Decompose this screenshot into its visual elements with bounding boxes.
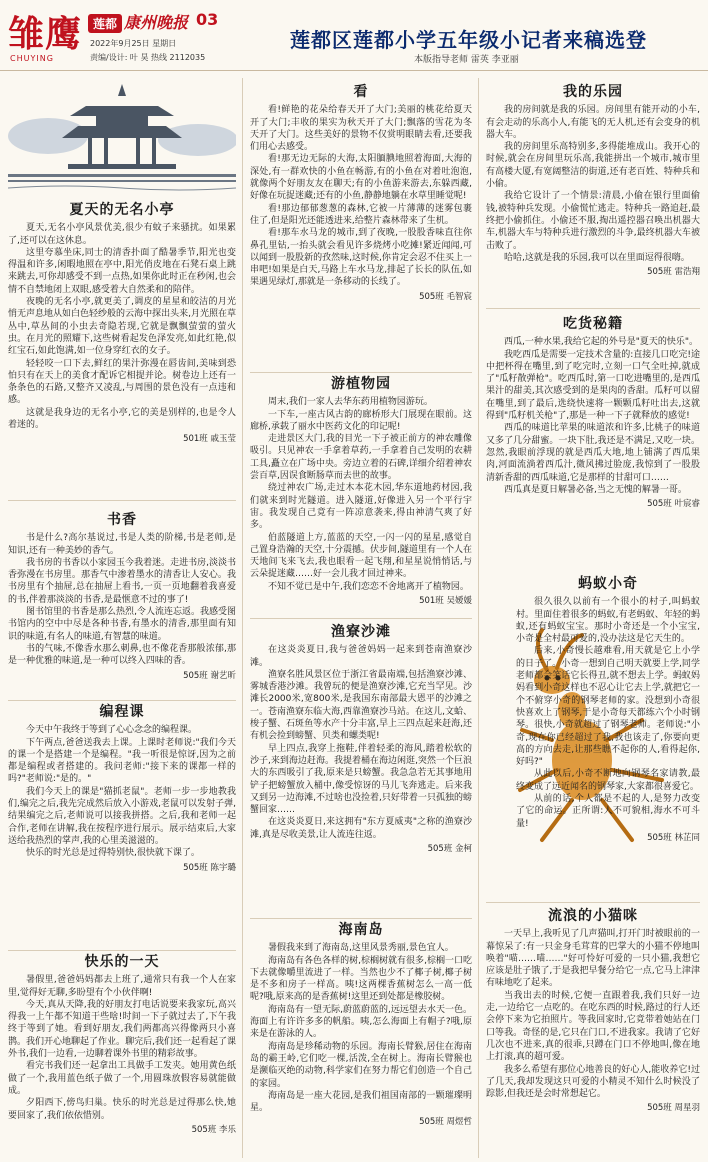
byline: 505班 叶宸睿 <box>647 499 700 510</box>
paragraph: 这就是我身边的无名小亭,它的美是别样的,也是令人着迷的。 <box>8 407 236 431</box>
article-biancheng <box>8 706 236 874</box>
paragraph: 夏天,无名小亭风景优美,很少有蚊子来骚扰。如果累了,还可以在这休息。 <box>8 223 236 246</box>
article-title: 我的乐园 <box>563 84 623 100</box>
paragraph: 从前的话,个人都是不起的人,是努力改变了它的命运。正所谓:人不可貌相,海水不可斗量! <box>516 794 700 829</box>
paragraph: 轻轻咬一口下去,鲜红的果汁弥漫在唇齿间,美味到恐怕只有在天上的美食才配诉它相提并论。树卷边上还有一条条色的石路,又整齐又凌乱,与周围的景色没有一点违和感。 <box>8 358 236 406</box>
paragraph: 从此以后,小奇不断地向钢琴名家请教,最终变成了远近闻名的钢琴家,大家都很喜爱它。 <box>516 769 700 792</box>
byline: 505班 李乐 <box>191 1124 236 1135</box>
paragraph: 渔寮名胜风景区位于浙江省最南端,包括渔寮沙滩、雾城香港沙滩。我曾玩的便是渔寮沙滩,它充当罕见。沙滩长2000米,宽800米,是我国东南部最大恩平的沙滩之一。苍南渔寮东临大海,西靠渔寮沙马站。在这儿,文蛤、梭子蟹、石斑鱼等水产十分丰富,早上三四点起来赶海,还有机会捡到螃蟹、贝类和螺类呢! <box>250 669 472 742</box>
paragraph: 书是什么?高尔基说过,书是人类的阶梯,书是老师,是知识,还有一种美妙的香气。 <box>8 533 236 556</box>
paragraph: 我的房间里乐高特别多,多得能堆成山。我开心的时候,就会在房间里玩乐高,我能拼出一个城市,城市里有高楼大厦,有宽阔整洁的街道,还有老百姓、特种兵和小偷。 <box>486 142 700 190</box>
paragraph: 看完书我们还一起拿出工具做手工发夹。她用黄色纸做了一个,我用蓝色纸子做了一个,用圆珠放假容易就能做成。 <box>8 1061 236 1096</box>
masthead-divider <box>0 70 708 71</box>
byline: 505班 金柯 <box>427 844 472 855</box>
paragraph: 我的房间就是我的乐园。房间里有能开动的小车,有会走动的乐高小人,有能飞的无人机,还有会变身的机器大车。 <box>486 105 700 140</box>
article-title: 流浪的小猫咪 <box>548 908 638 924</box>
paragraph: 在这炎炎夏日,来这拥有"东方夏威夷"之称的渔寮沙滩,真是尽收美景,让人流连往返。 <box>250 817 472 840</box>
paragraph: 周末,我们一家人去华东药用植物园游玩。 <box>268 397 433 408</box>
article-hainan <box>250 924 472 1129</box>
byline: 505班 周星羽 <box>647 1103 700 1114</box>
article-kuaile <box>8 956 236 1136</box>
paragraph: 下午两点,爸爸送我去上课。上课时老师说:"我们今天的课一个是搭建一个是编程。"我一听很是惊讶,因为之前都是编程或者搭建的。我问老师:"接下来的课都一样的吗?"老师说:"是的。" <box>8 737 236 785</box>
paragraph: 图书馆里的书香是那么热烈,令人流连忘返。我感受图书馆内的空中中尽是各种书香,有墨水的清香,那里面有知识的味道,有名人的味道,有智慧的味道。 <box>8 607 236 642</box>
paragraph: 我给它设计了一个情景:清晨,小偷在银行里面偷钱,被特种兵发现。小偷慌忙逃走。特种兵一路追赶,最终把小偷抓住。小偷还不服,掏出遥控器召唤出机器大车,机器大车与特种兵进行激烈的斗争,最终机器大车被击败了。 <box>486 191 700 251</box>
masthead <box>0 0 708 72</box>
paragraph: 我吃西瓜是需要一定技术含量的:直接几口吃完!途中把杯得在嘴里,到了吃完时,立刻一口气全吐掉,就成了"瓜籽散弹枪"。吃西瓜时,第一口吃进嘴里的,是西瓜果汁的甜美,其次感受到的是果肉的香甜。瓜籽可以留在嘴里,到了最后,选绕快速将一颗颗瓜籽吐出去,这就得到"瓜籽机关枪"了,那是一种一下子就释放的感觉! <box>486 349 700 422</box>
article-title: 渔寮沙滩 <box>331 624 391 640</box>
issue-date: 2022年9月25日 星期日 <box>90 39 177 48</box>
page-number: 03 <box>196 10 219 29</box>
article-chihuo <box>486 318 700 510</box>
district-badge: 莲都 <box>88 14 122 33</box>
paragraph: 西瓜,一种水果,我给它起的外号是"夏天的快乐"。 <box>504 337 699 348</box>
paragraph: 海南岛是珍稀动物的乐园。海南长臂猴,居住在海南岛的霸王岭,它们吃一棵,活泼,全在树上。海南长臂猴也是濒临灭绝的动物,科学家们在努力帮它们创造一个自己的家园。 <box>250 1041 472 1089</box>
paragraph: 书的气味,不像香水那么刺鼻,也不像花香那般浓郁,那是一种优雅的味道,是一种可以终入四味的香。 <box>8 643 236 667</box>
paragraph: 今天,真从天降,我的好朋友打电话说要来我家玩,高兴得我一上午都不知道干些啥!时间一下子就过去了,下午我终于等到了她。看到好朋友,我们两都高兴得像两只小喜鹊。我们开心地聊起了作业。聊完后,我们还一起看起了课外书,我们一边看,一边聊着课外书里的精彩故事。 <box>8 999 236 1060</box>
column-rule <box>478 78 479 1158</box>
byline: 505班 林芷同 <box>647 832 700 843</box>
article-title: 海南岛 <box>338 922 384 938</box>
article-wodeleyuan <box>486 86 700 278</box>
paragraph: 我书房的书香以小家园玉今我着迷。走进书房,淡淡书香弥漫在书房里。那香气中渗着墨水的清香让人安心。我书房里有个抽屉,总在抽屉上看书,一页一页地翻着我喜爱的书,伴着那淡淡的书香,是最惬意不过的事了! <box>8 557 236 605</box>
section-divider <box>250 918 472 919</box>
section-divider <box>250 618 472 619</box>
article-liulangmao <box>486 910 700 1115</box>
section-divider <box>8 950 236 951</box>
paragraph: 看!那车水马龙的城市,到了夜晚,一股股香味直往你鼻孔里钻,一抬头就会看见许多烧烤小吃摊!紧近闻闻,可以闻到一股股新的孜然味,这时候,你肯定会忍不住买上一串吧!如果是白天,马路上车水马龙,排起了长长的队伍,如果遇见绿灯,那就是一条移动的长线了。 <box>250 228 472 288</box>
section-divider <box>8 700 236 701</box>
paragraph: 海南岛是一座大花园,是我们祖国南部的一颗璀璨明星。 <box>250 1090 472 1114</box>
byline: 505班 毛智宸 <box>419 291 472 302</box>
article-xiatian <box>8 204 236 446</box>
article-youzhiwu <box>250 378 472 607</box>
article-kan <box>250 86 472 303</box>
instructor-line: 本版指导老师 雷英 李亚丽 <box>414 55 519 65</box>
article-title: 夏天的无名小亭 <box>69 202 175 218</box>
paragraph: 看!鲜艳的花朵给春天开了大门;美丽的桃花给夏天开了大门;丰收的果实为秋天开了大门;飘落的雪花为冬天开了大门。这些美好的景物不仅赏明眼睛去看,还要我们用心去感受。 <box>250 105 472 153</box>
paragraph: 海南岛有各色各样的树,棕榈树就有很多,棕榈一口吃下去就像嚼里流进了一样。当然也少不了椰子树,椰子树是不多和房子一样高。咦!这两棵香蕉树怎么一高一低呢?哦,原来高的是香蕉树!这里还到处都是橡胶树。 <box>250 955 472 1003</box>
paragraph: 当我出去的时候,它便一直跟着我,我们只好一边走,一边给它一点吃的。在吃东西的时候,路过的行人还会停下来为它拍照片。等我回家时,它竟带着她站在门口等我。奇怪的是,它只在门口,不进我家。我请了它好几次也不进来,真的很乖,只蹲在门口不停地叫,像在地上打滚,真的超可爱。 <box>486 990 700 1063</box>
paragraph: 一下车,一座古风古韵的廊桥形大门展现在眼前。这廊桥,承载了丽水中医药文化的印记呢! <box>250 409 472 432</box>
article-title: 吃货秘籍 <box>563 316 623 332</box>
column-rule <box>242 78 243 1158</box>
paragraph: 不知不觉已是中午,我们恋恋不舍地离开了植物园。 <box>268 581 469 592</box>
publication-name: 康州晚报 <box>124 13 189 32</box>
article-title: 看 <box>353 84 369 100</box>
paragraph: 早上四点,我穿上拖鞋,伴着轻柔的海风,踏着松软的沙子,来到海边赶海。我提着桶在海边闲逛,突然一个巨浪大的东西吸引了我,原来是只螃蟹。我急急若无其事地用铲子把螃蟹放入桶中,像受惊讶的马儿飞奔逃走。后来我又到另一边海滩,不过啥也没捡着,只好带着一只孤独的螃蟹回家…… <box>250 743 472 816</box>
paragraph: 看!那边郁郁葱葱的森林,它被一片薄薄的迷雾包裹住了,但是阳光还能透进来,给整片森林带来了生机。 <box>250 203 472 226</box>
section-divider <box>486 902 700 903</box>
paragraph: 看!那无边无际的大海,太阳腼腆地照着海面,大海的深处,有一群欢快的小鱼在畅游,有的小鱼在对着吐泡泡,就像两个好朋友友在聊天;有的小鱼游来游去,东躲西藏,好像在玩捉迷藏;还有的小鱼,静静地躺在水草里睡觉呢! <box>250 154 472 202</box>
article-title: 快乐的一天 <box>84 954 160 970</box>
paragraph: 西瓜真是夏日解暑必备,当之无愧的解暑一哥。 <box>504 484 687 495</box>
section-divider <box>250 372 472 373</box>
byline: 501班 戚玉莹 <box>183 434 236 445</box>
section-divider <box>8 500 236 501</box>
article-title: 蚂蚁小奇 <box>578 576 638 592</box>
paragraph: 夕阳西下,傍鸟归巢。快乐的时光总是过得那么快,她要回家了,我们依依惜别。 <box>8 1098 236 1121</box>
masthead-logo: 雏鹰 <box>8 13 83 55</box>
paragraph: 后来,小奇慢长越难看,用天就是它上小学的日子了。小奇一想到自己明天就要上学,同学老师都会笑话它长得丑,就不想去上学。蚂蚁妈妈看到小奇这样也不忍心让它去上学,就把它一个不俯穿小奇的钢琴老师的家。没想到小奇很快喜欢上了钢琴,于是小奇每天都练六个小时钢琴。很快,小奇就超过了钢琴老师。老师说:"小奇,现在你已经超过了我,我也该走了,你要向更高的方向去走,让那些瞧不起你的人,看得起你,好吗?" <box>516 646 700 768</box>
paragraph: 今天中午我终于等到了心心念念的编程课。 <box>26 725 198 736</box>
paragraph: 很久很久以前有一个很小的村子,叫蚂蚁村。里面住着很多的蚂蚁,有老蚂蚁、年轻的蚂蚁,还有蚂蚁宝宝。那时小奇还是一个小宝宝,小奇是全村最可爱的,没办法这是它天生的。 <box>516 597 700 645</box>
article-shuxiang <box>8 514 236 682</box>
pagoda-illustration <box>8 76 236 194</box>
article-title: 编程课 <box>99 704 145 720</box>
paragraph: 我多么希望有那位心地善良的好心人,能收养它!过了几天,我却发现这只可爱的小精灵不知什么时候没了踪影,但我还是会时常想起它。 <box>486 1064 700 1100</box>
paragraph: 在这炎炎夏日,我与爸爸妈妈一起来到苍南渔寮沙滩。 <box>250 645 472 668</box>
masthead-logo-pinyin: CHUYING <box>10 54 54 63</box>
page-title: 莲都区莲都小学五年级小记者来稿选登 <box>290 28 647 52</box>
paragraph: 一天早上,我听见了几声猫叫,打开门时被眼前的一幕惊呆了:有一只金身毛茸茸的巴掌大的小猫不停地叫唤着"喵……喵……"好可怜好可爱的一只小猫,我想它应该是肚子饿了,于是我把早餐分给它一点,它马上津津有味地吃了起来。 <box>486 929 700 989</box>
paragraph: 暑假里,爸爸妈妈都去上班了,通常只有我一个人在家里,觉得好无聊,多盼望有个小伙伴啊! <box>8 975 236 998</box>
byline: 501班 吴嫒媛 <box>419 596 472 607</box>
paragraph: 快乐的时光总是过得特别快,很快就下课了。 <box>26 848 200 859</box>
paragraph: 西瓜的味道比苹果的味道浓和许多,比桃子的味道又多了几分甜蜜。一块下肚,我还是不满足,又吃一块。忽然,我眼前浮现的就是西瓜大地,地上铺满了西瓜果肉,河面流淌着西瓜汁,微风拂过脸庞,我惊到了一股股清新香甜的西瓜味道,它是那样的甘甜可口…… <box>486 423 700 483</box>
paragraph: 走进景区大门,我的目光一下子被正前方的神农雕像吸引。只见神农一手拿着草药,一手拿着自己发明的农耕工具,矗立在广场中央。旁边立着的石碑,详细介绍着神农尝百草,因误食断肠草而去世的故事。 <box>250 434 472 482</box>
article-yuliao <box>250 626 472 855</box>
article-mayi <box>516 578 700 844</box>
paragraph: 夜晚的无名小亭,就更美了,调皮的星星和皎洁的月光悄无声息地从如白色轻纱般的云海中探出头来,月光照在草丛中,草丛间的小虫去奇隐若现,它就是飘飘萤萤的萤火虫。在月光的照耀下,这些树看起发色泽发亮,如此红艳,似红宝石,如此饱满,如一位身穿红衣的女子。 <box>8 297 236 357</box>
byline: 505班 陈宇璐 <box>183 862 236 873</box>
article-title: 书香 <box>107 512 137 528</box>
section-divider <box>486 308 700 309</box>
paragraph: 哈哈,这就是我的乐园,我可以在里面逗得很嗨。 <box>504 252 690 263</box>
editor-line: 责编/设计: 叶 昊 热线 2112035 <box>90 53 206 62</box>
paragraph: 绕过神农广场,走过木本花木园,华东道地药材园,我们就来到时光隧道。进入隧道,好像进入另一个平行宇宙。我发现自己竟有一阵凉意袭来,得由神清气爽了好多。 <box>250 483 472 531</box>
paragraph: 我们今天上的课是"猫抓老鼠"。老师一步一步地教我们,编完之后,我先完成然后放入小游戏,老鼠可以发射子弹,结果编完之后,老师说可以接我拼搭。之后,我和老师一起合作,老师在讲解,我在按程序进行展示。展示结束后,大家送给我热烈的掌声,我的心里美滋滋的。 <box>8 786 236 846</box>
byline: 505班 雷浩翔 <box>647 267 700 278</box>
byline: 505班 谢艺昕 <box>183 670 236 681</box>
paragraph: 伯蓝隧道上方,蓝蓝的天空,一闪一闪的星星,感觉自己置身浩瀚的天空,十分震撼。伏步间,隧道里有一个人在天地间飞来飞去,我也眼看一起飞翔,和星星说悄悄话,与云朵捉迷藏……好一会儿我才回过神来。 <box>250 532 472 580</box>
paragraph: 这里夸慕坐床,同士的清香扑面了酷暑季节,阳光也变得温和许多,闲暇地照在亭中,阳光俏皮地在石凳石桌上跳来跳去,可你却感受不到一点热,如果你此时正在秒闲,也会情不自禁地闭上双眼,感受着大自然柔和的陪伴。 <box>8 247 236 295</box>
byline: 505班 周煜哲 <box>419 1117 472 1128</box>
paragraph: 暑假我来到了海南岛,这里风景秀丽,景色宜人。 <box>268 943 454 954</box>
paragraph: 海南岛有一望无际,蔚蓝蔚蓝的,远远望去水天一色。海面上有许许多多的帆船。咦,怎么海面上有帽子?哦,原来是在游泳的人。 <box>250 1004 472 1040</box>
article-title: 游植物园 <box>331 376 391 392</box>
